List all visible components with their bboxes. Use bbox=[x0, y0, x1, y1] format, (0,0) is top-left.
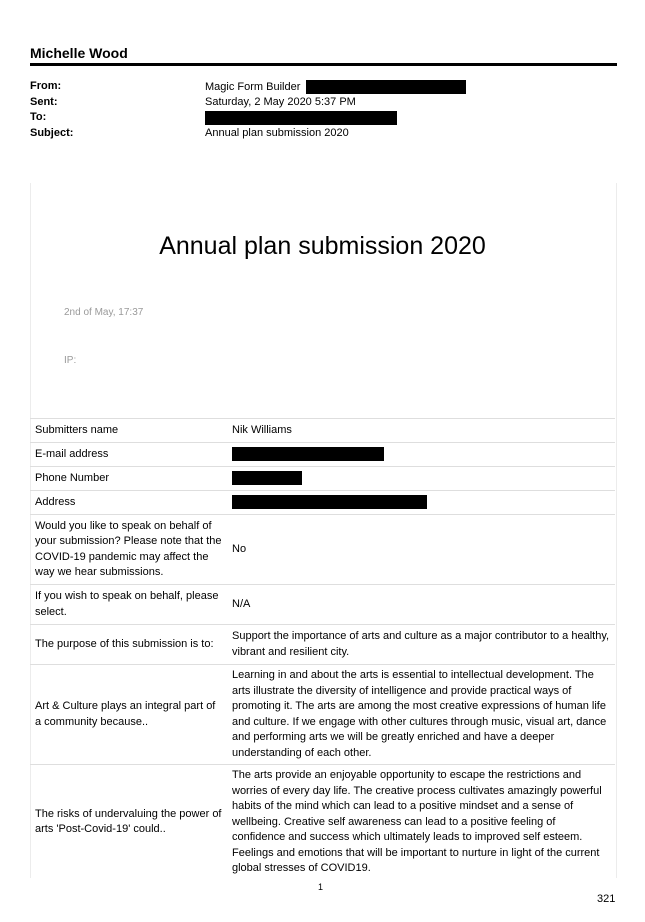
from-name: Magic Form Builder bbox=[205, 80, 301, 93]
question-cell: Submitters name bbox=[30, 419, 228, 443]
table-row bbox=[30, 515, 615, 585]
redaction-from-email bbox=[306, 80, 466, 94]
table-row bbox=[30, 665, 615, 765]
to-value bbox=[205, 111, 397, 125]
to-label: To: bbox=[30, 111, 47, 123]
answer-cell bbox=[228, 443, 615, 467]
subject-value: Annual plan submission 2020 bbox=[205, 127, 349, 139]
question-cell: Phone Number bbox=[30, 467, 228, 491]
answer-cell bbox=[228, 491, 615, 515]
question-cell: The risks of undervaluing the power of arts 'Post-Covid-19' could.. bbox=[30, 765, 228, 880]
form-title: Annual plan submission 2020 bbox=[159, 232, 486, 260]
answer-cell: No bbox=[228, 515, 615, 585]
redaction-email bbox=[232, 447, 384, 461]
answer-cell: Nik Williams bbox=[228, 419, 615, 443]
table-row bbox=[30, 625, 615, 665]
question-cell: Would you like to speak on behalf of your submission? Please note that the COVID-19 pandemic may affect the way we hear submissions. bbox=[30, 515, 228, 585]
document-number: 321 bbox=[597, 893, 616, 905]
question-cell: If you wish to speak on behalf, please select. bbox=[30, 585, 228, 625]
answer-cell bbox=[228, 467, 615, 491]
question-cell: The purpose of this submission is to: bbox=[30, 625, 228, 665]
from-value bbox=[205, 80, 466, 94]
sender-name: Michelle Wood bbox=[30, 45, 128, 61]
answer-cell: The arts provide an enjoyable opportunity to escape the restrictions and worries of every day life. The creative process cultivates amazingly powerful habits of the mind which can lead to a positive mindset and a sense of wellbeing. Creative self awareness can lead to a positive feeling of confidence and success which ultimately leads to improved self esteem. Feelings and emotions that will be important to nurture in light of the current global stresses of COVID19. bbox=[228, 765, 615, 880]
table-row bbox=[30, 443, 615, 467]
sent-label: Sent: bbox=[30, 96, 58, 108]
question-cell: E-mail address bbox=[30, 443, 228, 467]
redaction-address bbox=[232, 495, 427, 509]
answer-cell: N/A bbox=[228, 585, 615, 625]
subject-label: Subject: bbox=[30, 127, 74, 139]
ip-label: IP: bbox=[64, 355, 77, 366]
from-label: From: bbox=[30, 80, 62, 92]
header-rule bbox=[30, 63, 617, 66]
table-row bbox=[30, 765, 615, 880]
page-number: 1 bbox=[318, 882, 324, 892]
redaction-to bbox=[205, 111, 397, 125]
question-cell: Address bbox=[30, 491, 228, 515]
submission-date: 2nd of May, 17:37 bbox=[64, 307, 144, 318]
question-cell: Art & Culture plays an integral part of a community because.. bbox=[30, 665, 228, 765]
table-row bbox=[30, 419, 615, 443]
table-row bbox=[30, 467, 615, 491]
answer-cell: Learning in and about the arts is essential to intellectual development. The arts illustrate the diversity of intelligence and provide practical ways of promoting it. The arts are among the most creative expressions of human life and culture. If we engage with other cultures through music, visual art, dance and performing arts we will be greatly enriched and have a deeper understanding of each other. bbox=[228, 665, 615, 765]
table-row bbox=[30, 491, 615, 515]
redaction-phone bbox=[232, 471, 302, 485]
submission-table bbox=[30, 418, 615, 880]
answer-cell: Support the importance of arts and culture as a major contributor to a healthy, vibrant and resilient city. bbox=[228, 625, 615, 665]
table-row bbox=[30, 585, 615, 625]
sent-value: Saturday, 2 May 2020 5:37 PM bbox=[205, 96, 356, 108]
